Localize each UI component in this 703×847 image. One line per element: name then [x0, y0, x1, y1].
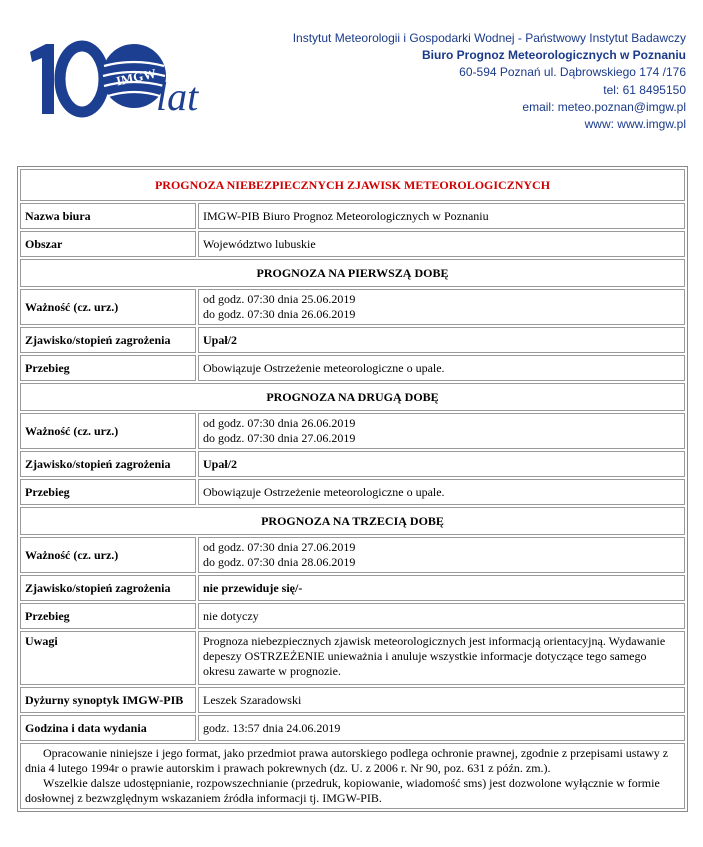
institute-contact-block — [293, 30, 686, 133]
forecast-table — [17, 166, 688, 812]
forecaster-value: Leszek Szaradowski — [198, 687, 685, 713]
phenomenon-label: Zjawisko/stopień zagrożenia — [20, 451, 196, 477]
day-1-phenomenon-row — [20, 327, 685, 353]
day-3-valid-to: do godz. 07:30 dnia 28.06.2019 — [203, 555, 356, 569]
forecaster-row — [20, 687, 685, 713]
day-3-validity-value — [198, 537, 685, 573]
validity-label: Ważność (cz. urz.) — [20, 289, 196, 325]
svg-text:lat: lat — [156, 74, 199, 118]
copyright-paragraph-1: Opracowanie niniejsze i jego format, jako przedmiot prawa autorskiego podlega ochronie prawnej, zgodnie z przepisami ustawy z dnia 4 lutego 1994r o prawie autorskim i prawach pokrewnych (dz. U. z 2006 r. Nr 90, poz. 631 z późn. zm.). — [25, 746, 669, 775]
day-1-validity-value — [198, 289, 685, 325]
area-row — [20, 231, 685, 257]
institute-name: Instytut Meteorologii i Gospodarki Wodnej - Państwowy Instytut Badawczy — [292, 31, 686, 45]
issued-row — [20, 715, 685, 741]
office-row — [20, 203, 685, 229]
day-2-validity-row — [20, 413, 685, 449]
day-2-phenomenon-value: Upał/2 — [198, 451, 685, 477]
remarks-label: Uwagi — [20, 631, 196, 685]
validity-label: Ważność (cz. urz.) — [20, 537, 196, 573]
remarks-value: Prognoza niebezpiecznych zjawisk meteorologicznych jest informacją orientacyjną. Wydawanie depeszy OSTRZEŻENIE unieważnia i anuluje wszystkie informacje dotyczące tego samego okresu zawarte w prognozie. — [198, 631, 685, 685]
day-3-course-row — [20, 603, 685, 629]
area-value: Województwo lubuskie — [198, 231, 685, 257]
day-1-heading: PROGNOZA NA PIERWSZĄ DOBĘ — [20, 259, 685, 287]
day-2-valid-to: do godz. 07:30 dnia 27.06.2019 — [203, 431, 356, 445]
area-label: Obszar — [20, 231, 196, 257]
document-title: PROGNOZA NIEBEZPIECZNYCH ZJAWISK METEOROLOGICZNYCH — [20, 169, 685, 201]
day-2-heading: PROGNOZA NA DRUGĄ DOBĘ — [20, 383, 685, 411]
day-3-phenomenon-value: nie przewiduje się/- — [198, 575, 685, 601]
office-label: Nazwa biura — [20, 203, 196, 229]
website-address[interactable]: www: www.imgw.pl — [584, 117, 686, 132]
forecaster-label: Dyżurny synoptyk IMGW-PIB — [20, 687, 196, 713]
day-1-phenomenon-value: Upał/2 — [198, 327, 685, 353]
day-3-valid-from: od godz. 07:30 dnia 27.06.2019 — [203, 540, 356, 554]
postal-address: 60-594 Poznań ul. Dąbrowskiego 174 /176 — [459, 65, 686, 80]
course-label: Przebieg — [20, 479, 196, 505]
issued-value: godz. 13:57 dnia 24.06.2019 — [198, 715, 685, 741]
day-2-course-value: Obowiązuje Ostrzeżenie meteorologiczne o upale. — [198, 479, 685, 505]
day-2-validity-value — [198, 413, 685, 449]
day-1-valid-to: do godz. 07:30 dnia 26.06.2019 — [203, 307, 356, 321]
copyright-paragraph-2: Wszelkie dalsze udostępnianie, rozpowszechnianie (przedruk, kopiowanie, wiadomość sms) jest dozwolone wyłącznie w formie dosłownej z bezwzględnym wskazaniem źródła informacji tj. IMGW-PIB. — [25, 776, 660, 805]
day-3-course-value: nie dotyczy — [198, 603, 685, 629]
phone-number: tel: 61 8495150 — [603, 82, 686, 97]
day-3-phenomenon-row — [20, 575, 685, 601]
course-label: Przebieg — [20, 355, 196, 381]
day-1-course-row — [20, 355, 685, 381]
day-2-phenomenon-row — [20, 451, 685, 477]
day-1-validity-row — [20, 289, 685, 325]
forecast-document — [17, 166, 688, 812]
day-1-valid-from: od godz. 07:30 dnia 25.06.2019 — [203, 292, 356, 306]
copyright-notice — [20, 743, 685, 809]
office-name: Biuro Prognoz Meteorologicznych w Poznaniu — [421, 48, 686, 63]
phenomenon-label: Zjawisko/stopień zagrożenia — [20, 575, 196, 601]
svg-text:IMGW: IMGW — [114, 65, 158, 89]
imgw-100-lat-logo — [24, 38, 214, 118]
email-address[interactable]: email: meteo.poznan@imgw.pl — [522, 99, 686, 114]
day-2-valid-from: od godz. 07:30 dnia 26.06.2019 — [203, 416, 356, 430]
day-1-course-value: Obowiązuje Ostrzeżenie meteorologiczne o upale. — [198, 355, 685, 381]
course-label: Przebieg — [20, 603, 196, 629]
validity-label: Ważność (cz. urz.) — [20, 413, 196, 449]
office-value: IMGW-PIB Biuro Prognoz Meteorologicznych w Poznaniu — [198, 203, 685, 229]
day-2-course-row — [20, 479, 685, 505]
day-3-validity-row — [20, 537, 685, 573]
remarks-row — [20, 631, 685, 685]
day-3-heading: PROGNOZA NA TRZECIĄ DOBĘ — [20, 507, 685, 535]
issued-label: Godzina i data wydania — [20, 715, 196, 741]
phenomenon-label: Zjawisko/stopień zagrożenia — [20, 327, 196, 353]
